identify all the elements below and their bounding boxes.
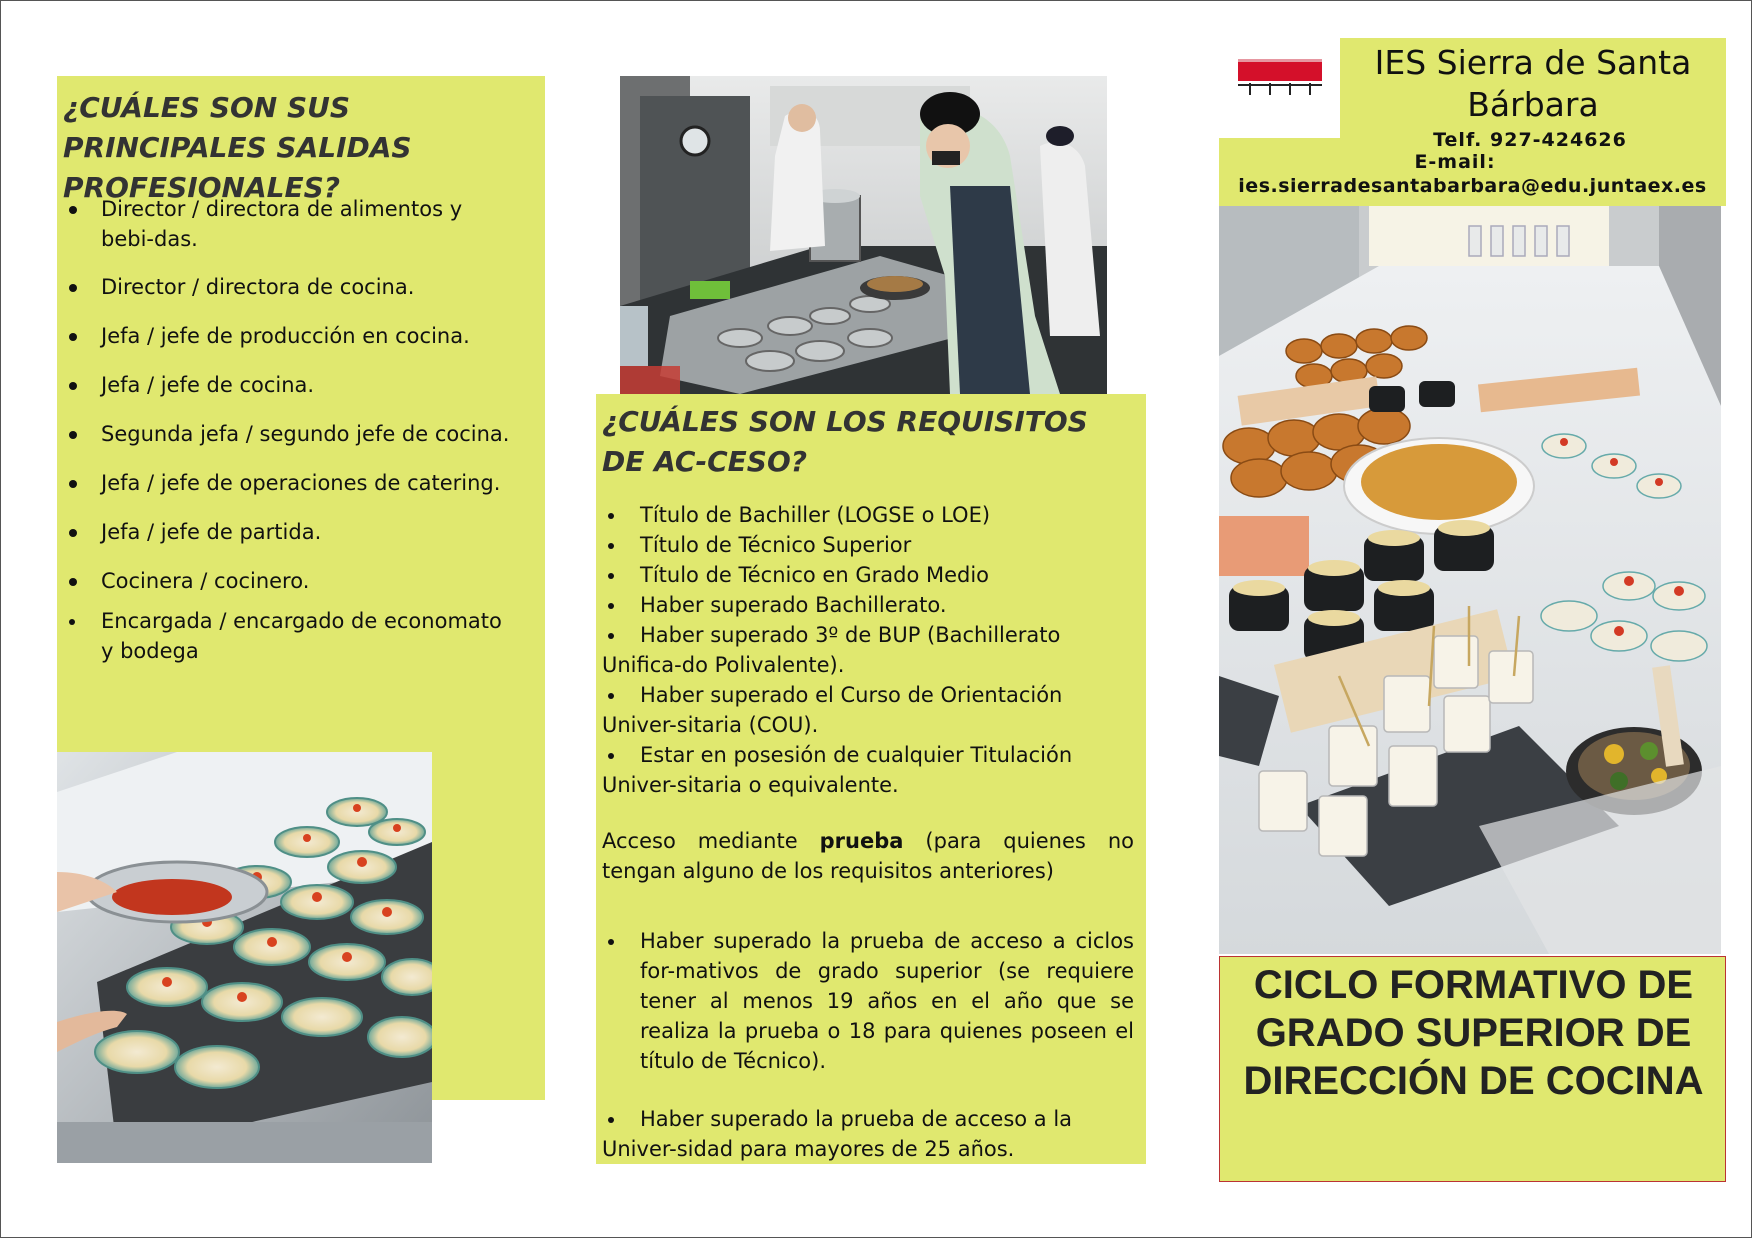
bullet-icon [608, 573, 614, 579]
requisitos-heading: ¿CUÁLES SON LOS REQUISITOS DE AC-CESO? [602, 405, 1088, 478]
school-name: IES Sierra de Santa Bárbara [1374, 43, 1692, 124]
bullet-icon [608, 513, 614, 519]
acceso-prueba-text: Acceso mediante prueba (para quienes no tengan alguno de los requisitos anteriores) [602, 829, 1134, 883]
kitchen-photo [620, 76, 1107, 394]
list-item: Cocinera / cocinero. [63, 566, 513, 596]
list-item: Segunda jefa / segundo jefe de cocina. [63, 419, 513, 449]
list-item: Jefa / jefe de operaciones de catering. [63, 468, 513, 498]
list-item: Haber superado Bachillerato. [602, 590, 1134, 620]
list-item: Encargada / encargado de economato y bodega [63, 606, 513, 666]
bullet-icon [69, 284, 77, 292]
bullet-icon [608, 633, 614, 639]
list-item: Estar en posesión de cualquier Titulación Univer-sitaria o equivalente. [602, 743, 1073, 797]
list-item: Haber superado 3º de BUP (Bachillerato Unifica-do Polivalente). [602, 623, 1061, 677]
pruebas-list [602, 926, 1134, 1164]
list-item: Haber superado la prueba de acceso a la Univer-sidad para mayores de 25 años. [602, 1107, 1073, 1161]
bullet-icon [608, 753, 614, 759]
salidas-list [63, 194, 513, 666]
school-logo-icon [1236, 55, 1324, 97]
list-item: Haber superado la prueba de acceso a ciclos for-mativos de grado superior (se requiere tener al menos 19 años en el año que se realiza la prueba o 18 para quienes poseen el título de Técnico). [602, 926, 1134, 1076]
requisitos-panel [596, 394, 1146, 1164]
list-item: Título de Técnico Superior [602, 530, 1134, 560]
ciclo-title-box [1219, 956, 1726, 1182]
bullet-icon [69, 333, 77, 341]
bullet-icon [69, 529, 77, 537]
buffet-photo [1219, 206, 1721, 954]
school-phone: Telf. 927-424626 [1433, 129, 1627, 151]
salidas-heading: ¿CUÁLES SON SUS PRINCIPALES SALIDAS PROFESIONALES? [63, 91, 412, 204]
bullet-icon [69, 619, 75, 625]
bullet-icon [69, 431, 77, 439]
bullet-icon [608, 543, 614, 549]
bullet-icon [69, 382, 77, 390]
bullet-icon [69, 578, 77, 586]
plating-photo [57, 752, 432, 1163]
list-item: Título de Técnico en Grado Medio [602, 560, 1134, 590]
list-item: Director / directora de alimentos y bebi-das. [63, 194, 513, 254]
list-item: Título de Bachiller (LOGSE o LOE) [602, 500, 1134, 530]
school-email[interactable]: ies.sierradesantabarbara@edu.juntaex.es [1238, 175, 1707, 197]
list-item: Jefa / jefe de partida. [63, 517, 513, 547]
ciclo-title: CICLO FORMATIVO DE GRADO SUPERIOR DE DIRECCIÓN DE COCINA [1243, 963, 1704, 1103]
bullet-icon [69, 480, 77, 488]
list-item: Jefa / jefe de producción en cocina. [63, 321, 513, 351]
list-item: Haber superado el Curso de Orientación Univer-sitaria (COU). [602, 683, 1063, 737]
bullet-icon [608, 693, 614, 699]
list-item: Director / directora de cocina. [63, 272, 513, 302]
bullet-icon [608, 603, 614, 609]
bullet-icon [608, 939, 614, 945]
bullet-icon [69, 206, 77, 214]
bullet-icon [608, 1117, 614, 1123]
school-email-label: E-mail: [1414, 151, 1496, 173]
requisitos-list [602, 500, 1134, 800]
list-item: Jefa / jefe de cocina. [63, 370, 513, 400]
